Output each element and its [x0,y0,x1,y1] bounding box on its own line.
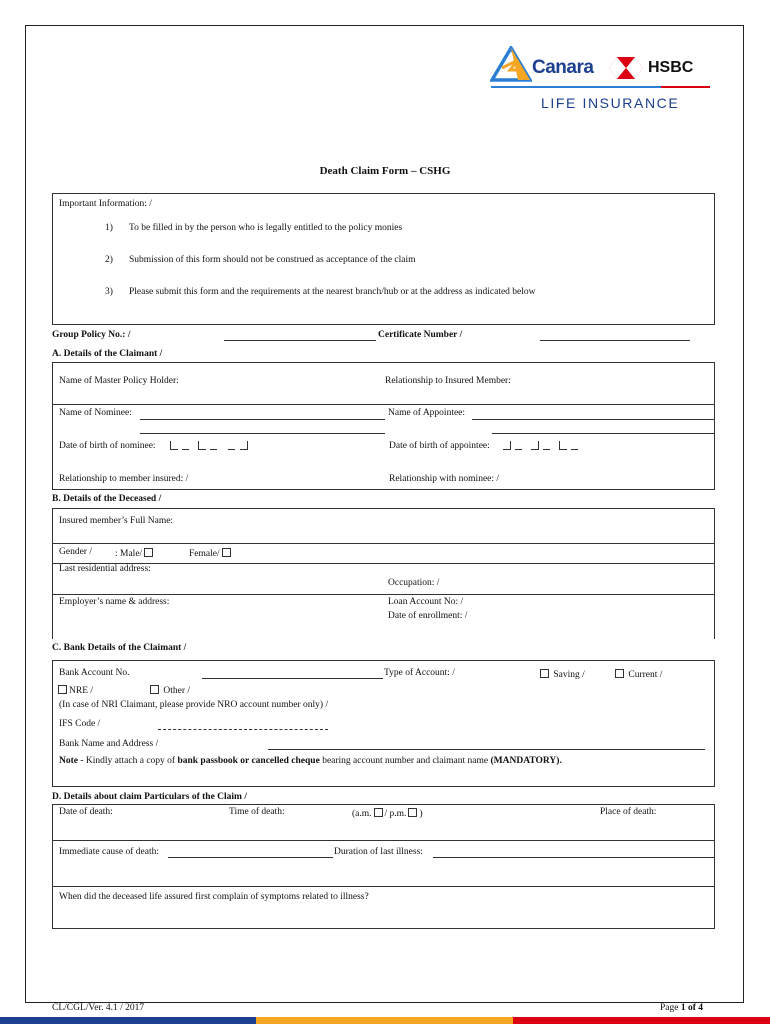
note-label: Note - [59,756,84,766]
female-checkbox[interactable] [222,548,231,557]
master-holder-label: Name of Master Policy Holder: [59,376,179,386]
divider [52,886,715,887]
page-of: of [687,1003,696,1013]
enrollment-label: Date of enrollment: / [388,611,468,621]
hsbc-hexagon-icon [609,57,643,79]
appointee-field[interactable] [472,419,715,420]
am-label: (a.m. [352,809,372,819]
ifs-label: IFS Code / [59,719,101,729]
nominee-field-line2[interactable] [140,433,385,434]
note-pre: Kindly attach a copy of [85,756,176,766]
important-item-1: To be filled in by the person who is legally entitled to the policy monies [129,223,403,233]
relation-member-label: Relationship to member insured: / [59,474,189,484]
relation-nominee-label: Relationship with nominee: / [389,474,500,484]
occupation-label: Occupation: / [388,578,440,588]
male-checkbox[interactable] [144,548,153,557]
divider [52,404,715,405]
important-num-1: 1) [105,223,113,233]
important-heading: Important Information: / [59,199,152,209]
account-type-label: Type of Account: / [384,668,455,678]
bank-name-label: Bank Name and Address / [59,739,159,749]
gender-female-option[interactable] [189,548,233,560]
am-pm-close: ) [419,809,423,819]
current-label: Current / [628,670,663,680]
important-item-2: Submission of this form should not be construed as acceptance of the claim [129,255,416,265]
note-post: bearing account number and claimant name [322,756,489,766]
appointee-label: Name of Appointee: [388,408,466,418]
important-num-2: 2) [105,255,113,265]
gender-male-option[interactable] [115,548,155,560]
footer-stripe-orange [256,1017,513,1024]
nominee-field[interactable] [140,419,385,420]
full-name-label: Insured member’s Full Name: [59,516,174,526]
important-item-3: Please submit this form and the requirements at the nearest branch/hub or at the address as indicated below [129,287,536,297]
bank-note [59,757,562,767]
divider [52,563,715,564]
note-bold: bank passbook or cancelled cheque [177,756,320,766]
logo-brand-canara: Canara [532,57,594,78]
immediate-cause-label: Immediate cause of death: [59,847,159,857]
other-checkbox[interactable] [150,685,159,694]
appointee-field-line2[interactable] [492,433,715,434]
loan-account-label: Loan Account No: / [388,597,464,607]
form-title: Death Claim Form – CSHG [319,165,451,177]
section-d-heading: D. Details about claim Particulars of the Claim / [52,792,247,802]
logo-rule-red [661,86,710,88]
deceased-box [52,508,715,639]
page-total: 4 [698,1003,704,1013]
logo-rule-blue [491,86,661,88]
male-label: : Male/ [115,549,143,559]
divider [52,840,715,841]
group-policy-label: Group Policy No.: / [52,330,131,340]
section-a-heading: A. Details of the Claimant / [52,349,163,359]
immediate-cause-field[interactable] [168,857,333,858]
logo-subtitle: LIFE INSURANCE [541,95,680,111]
ifs-field[interactable] [158,729,328,730]
time-death-label: Time of death: [229,807,285,817]
current-option[interactable] [613,669,662,681]
claim-box [52,804,715,929]
residential-label: Last residential address: [59,564,151,574]
gender-label: Gender / [59,547,92,557]
duration-field[interactable] [433,857,715,858]
divider [52,543,715,544]
am-pm-selector[interactable] [352,808,423,820]
employer-label: Employer’s name & address: [59,597,170,607]
certificate-number-label: Certificate Number / [378,330,463,340]
nominee-label: Name of Nominee: [59,408,132,418]
female-label: Female/ [189,549,220,559]
place-death-label: Place of death: [600,807,657,817]
bank-name-field[interactable] [268,749,705,750]
page-prefix: Page [660,1003,679,1013]
nre-label: NRE / [69,686,94,696]
section-c-heading: C. Bank Details of the Claimant / [52,643,187,653]
nri-note: (In case of NRI Claimant, please provide NRO account number only) / [59,700,329,710]
canara-logo-icon [490,46,532,82]
date-death-label: Date of death: [59,807,113,817]
saving-checkbox[interactable] [540,669,549,678]
page-current: 1 [680,1003,686,1013]
current-checkbox[interactable] [615,669,624,678]
page-number [660,1004,703,1014]
duration-label: Duration of last illness: [334,847,423,857]
nre-checkbox[interactable] [58,685,67,694]
logo-brand-hsbc: HSBC [648,59,694,76]
pm-checkbox[interactable] [408,808,417,817]
pm-label: / p.m. [384,809,407,819]
dob-nominee-label: Date of birth of nominee: [59,441,156,451]
saving-option[interactable] [538,669,585,681]
am-checkbox[interactable] [374,808,383,817]
section-b-heading: B. Details of the Deceased / [52,494,162,504]
version-label: CL/CGL/Ver. 4.1 / 2017 [52,1003,145,1013]
bank-account-label: Bank Account No. [59,668,130,678]
bank-account-field[interactable] [202,678,383,679]
certificate-number-field[interactable] [540,340,690,341]
relationship-insured-label: Relationship to Insured Member: [385,376,511,386]
symptoms-label: When did the deceased life assured first complain of symptoms related to illness? [59,892,369,902]
saving-label: Saving / [553,670,585,680]
divider [52,594,715,595]
other-label: Other / [163,686,191,696]
footer-stripe-red [513,1017,770,1024]
nre-option[interactable] [56,685,93,697]
group-policy-field[interactable] [224,340,376,341]
important-num-3: 3) [105,287,113,297]
dob-appointee-label: Date of birth of appointee: [389,441,490,451]
note-mandatory: (MANDATORY). [490,756,562,766]
other-option[interactable] [148,685,190,697]
footer-stripe-blue [0,1017,256,1024]
